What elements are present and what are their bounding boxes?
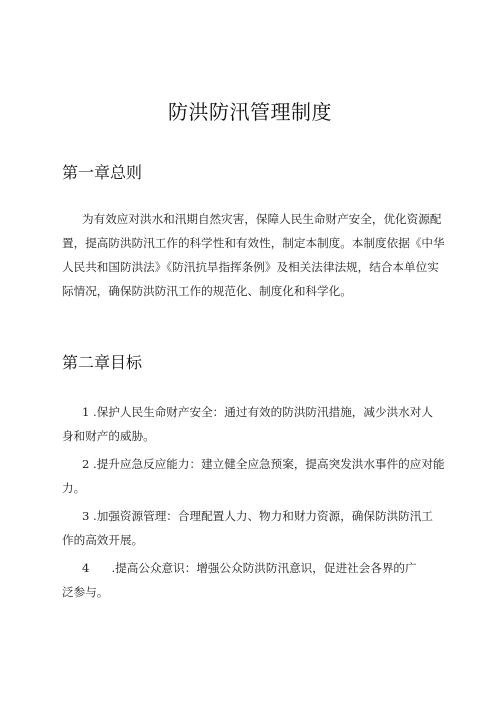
chapter-1-intro-paragraph <box>62 207 450 303</box>
paragraph-line: 人民共和国防洪法》《防汛抗旱指挥条例》及相关法律法规，结合本单位实 <box>62 260 439 274</box>
document-title: 防洪防汛管理制度 <box>168 100 332 124</box>
paragraph-line: 置，提高防洪防汛工作的科学性和有效性，制定本制度。本制度依据《中华 <box>62 236 445 250</box>
goal-line: 2 .提升应急反应能力：建立健全应急预案，提高突发洪水事件的应对能 <box>82 457 445 471</box>
goal-item-1 <box>62 400 450 448</box>
chapter-2-heading: 第二章目标 <box>62 353 143 372</box>
chapter-1-heading: 第一章总则 <box>62 163 143 182</box>
goal-line: 4 .提高公众意识：增强公众防洪防汛意识，促进社会各界的广 <box>82 561 417 575</box>
goal-item-2 <box>62 452 450 500</box>
goal-line: 1 .保护人民生命财产安全：通过有效的防洪防汛措施，减少洪水对人 <box>82 405 433 419</box>
goal-item-3 <box>62 504 450 552</box>
goal-item-4 <box>62 556 450 604</box>
paragraph-line: 为有效应对洪水和汛期自然灾害，保障人民生命财产安全，优化资源配 <box>82 212 442 226</box>
goal-line: 作的高效开展。 <box>62 533 144 547</box>
goal-line: 力。 <box>62 481 86 495</box>
paragraph-line: 际情况，确保防洪防汛工作的规范化、制度化和科学化。 <box>62 284 352 298</box>
goal-line: 身和财产的威胁。 <box>62 429 155 443</box>
goal-line: 泛参与。 <box>62 585 109 599</box>
goal-line: 3 .加强资源管理：合理配置人力、物力和财力资源，确保防洪防汛工 <box>82 509 433 523</box>
